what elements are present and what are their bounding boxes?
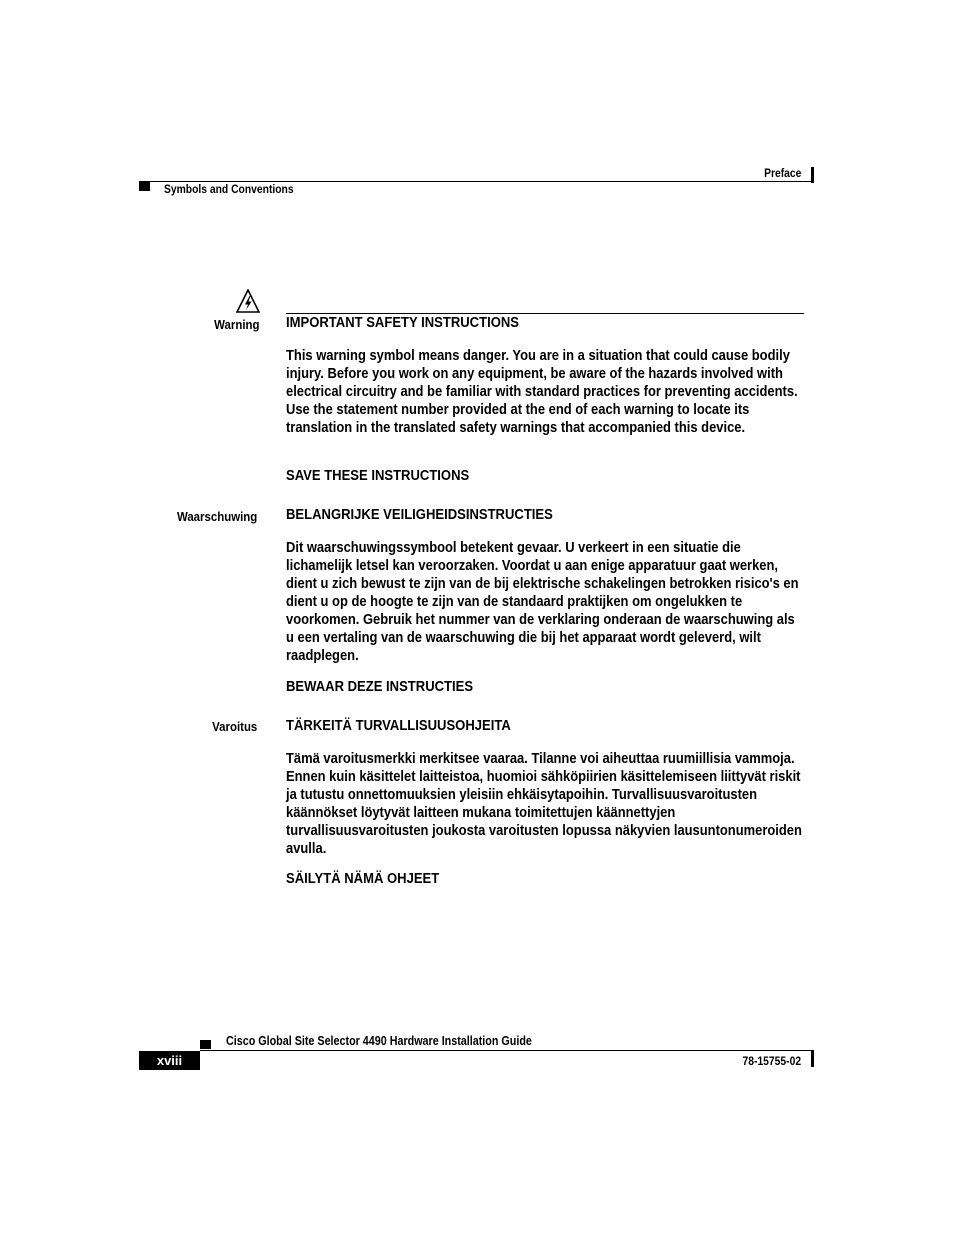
warning-label-en: Warning (214, 317, 260, 332)
heading-en: IMPORTANT SAFETY INSTRUCTIONS (286, 315, 519, 331)
closing-en: SAVE THESE INSTRUCTIONS (286, 468, 470, 484)
warning-label-nl: Waarschuwing (176, 509, 257, 524)
footer-bar (811, 1051, 814, 1067)
body-fi: Tämä varoitusmerkki merkitsee vaaraa. Tilanne voi aiheuttaa ruumiillisia vammoja. Ennen kuin käsittelet laitteistoa, huomioi sähköpiirien käsittelemiseen liittyvät riskit ja tutustu onnettomuuksien yleisiin ehkäisytapoihin. Turvallisuusvaroitusten käännökset löytyvät laitteen mukana toimitettujen käännettyjen turvallisuusvaroitusten joukosta varoitusten lopussa näkyvien lausuntonumeroiden avulla. (286, 751, 802, 857)
warning-label-fi: Varoitus (211, 719, 257, 734)
body-en: This warning symbol means danger. You are in a situation that could cause bodily injury. Before you work on any equipment, be aware of the hazards involved with electrical circuitry and be familiar with standard practices for preventing accidents. Use the statement number provided at the end of each warning to locate its translation in the translated safety warnings that accompanied this device. (286, 348, 798, 436)
heading-fi: TÄRKEITÄ TURVALLISUUSOHJEITA (286, 718, 511, 734)
body-nl: Dit waarschuwingssymbool betekent gevaar. U verkeert in een situatie die lichamelijk letsel kan veroorzaken. Voordat u aan enige apparatuur gaat werken, dient u zich bewust te zijn van de bij elektrische schakelingen betrokken risico's en dient u op de hoogte te zijn van de standaard praktijken om ongelukken te voorkomen. Gebruik het nummer van de verklaring onderaan de waarschuwing als u een vertaling van de waarschuwing die bij het apparaat wordt geleverd, wilt raadplegen. (286, 540, 799, 664)
warning-rule (286, 313, 804, 314)
footer-marker (200, 1040, 211, 1049)
heading-nl: BELANGRIJKE VEILIGHEIDSINSTRUCTIES (286, 507, 553, 523)
doc-number: 78-15755-02 (742, 1054, 801, 1068)
footer-rule (200, 1050, 814, 1051)
header-marker (139, 182, 150, 191)
closing-fi: SÄILYTÄ NÄMÄ OHJEET (286, 871, 440, 887)
header-section: Symbols and Conventions (164, 182, 294, 196)
footer-title: Cisco Global Site Selector 4490 Hardware Installation Guide (226, 1034, 532, 1048)
closing-nl: BEWAAR DEZE INSTRUCTIES (286, 679, 474, 695)
warning-triangle-icon (236, 289, 260, 313)
page-number: xviii (156, 1053, 183, 1068)
header-chapter: Preface (763, 166, 801, 180)
